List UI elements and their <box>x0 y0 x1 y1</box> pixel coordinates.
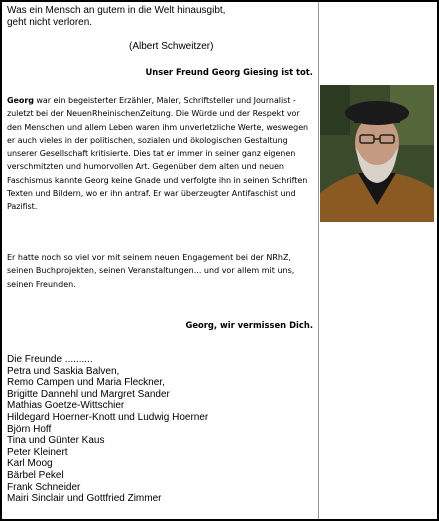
friends-list <box>7 354 208 505</box>
list-item: Frank Schneider <box>7 481 81 493</box>
portrait-photo-icon <box>320 85 434 222</box>
biography-paragraph-2: Er hatte noch so viel vor mit seinem neuen Engagement bei der NRhZ, seinen Buchprojekten, seinen Veranstaltungen... und vor allem mit uns, seinen Freunden. <box>7 253 295 289</box>
quote-line-1: Was ein Mensch an gutem in die Welt hinausgibt, <box>7 5 226 16</box>
portrait-svg <box>320 85 434 222</box>
biography-paragraph <box>7 94 313 214</box>
farewell-line: Georg, wir vermissen Dich. <box>185 320 313 330</box>
list-item: Mairi Sinclair und Gottfried Zimmer <box>7 493 162 505</box>
friends-heading: Die Freunde .......... <box>7 354 93 365</box>
bio-text: war ein begeisterter Erzähler, Maler, Schriftsteller und Journalist - zuletzt bei der NeuenRheinischenZeitung. Die Würde und der Respekt vor den Menschen und allem Leben waren ihm unverletzliche Werte, weswegen er auch vieles in der politischen, sozialen und ökologischen Gestaltung unserer Gesellschaft kritisierte. Dies tat er immer in seiner ganz eigenen verschmitzten und humorvollen Art. Gegenüber dem alten und neuen Faschismus kannte Georg keine Gnade und verfolgte ihn in seinen Schriften Texten und Bildern, wo er ihn antraf. Er war überzeugter Antifaschist und Pazifist. <box>7 96 309 212</box>
list-item: Tina und Günter Kaus <box>7 435 105 447</box>
quote <box>7 5 225 29</box>
list-item: Remo Campen und Maria Fleckner, <box>7 377 165 389</box>
list-item: Hildegard Hoerner-Knott und Ludwig Hoerner <box>7 411 209 423</box>
quote-author: (Albert Schweitzer) <box>129 41 214 52</box>
list-item: Petra und Saskia Balven, <box>7 365 120 377</box>
list-item: Karl Moog <box>7 458 53 470</box>
list-item: Björn Hoff <box>7 423 52 435</box>
list-item: Bärbel Pekel <box>7 469 64 481</box>
column-divider <box>318 2 319 519</box>
tribute-title: Unser Freund Georg Giesing ist tot. <box>145 67 313 77</box>
list-item: Mathias Goetze-Wittschier <box>7 400 125 412</box>
list-item: Peter Kleinert <box>7 446 68 458</box>
quote-line-2: geht nicht verloren. <box>7 17 93 28</box>
bio-name: Georg <box>7 96 34 105</box>
list-item: Brigitte Dannehl und Margret Sander <box>7 388 170 400</box>
